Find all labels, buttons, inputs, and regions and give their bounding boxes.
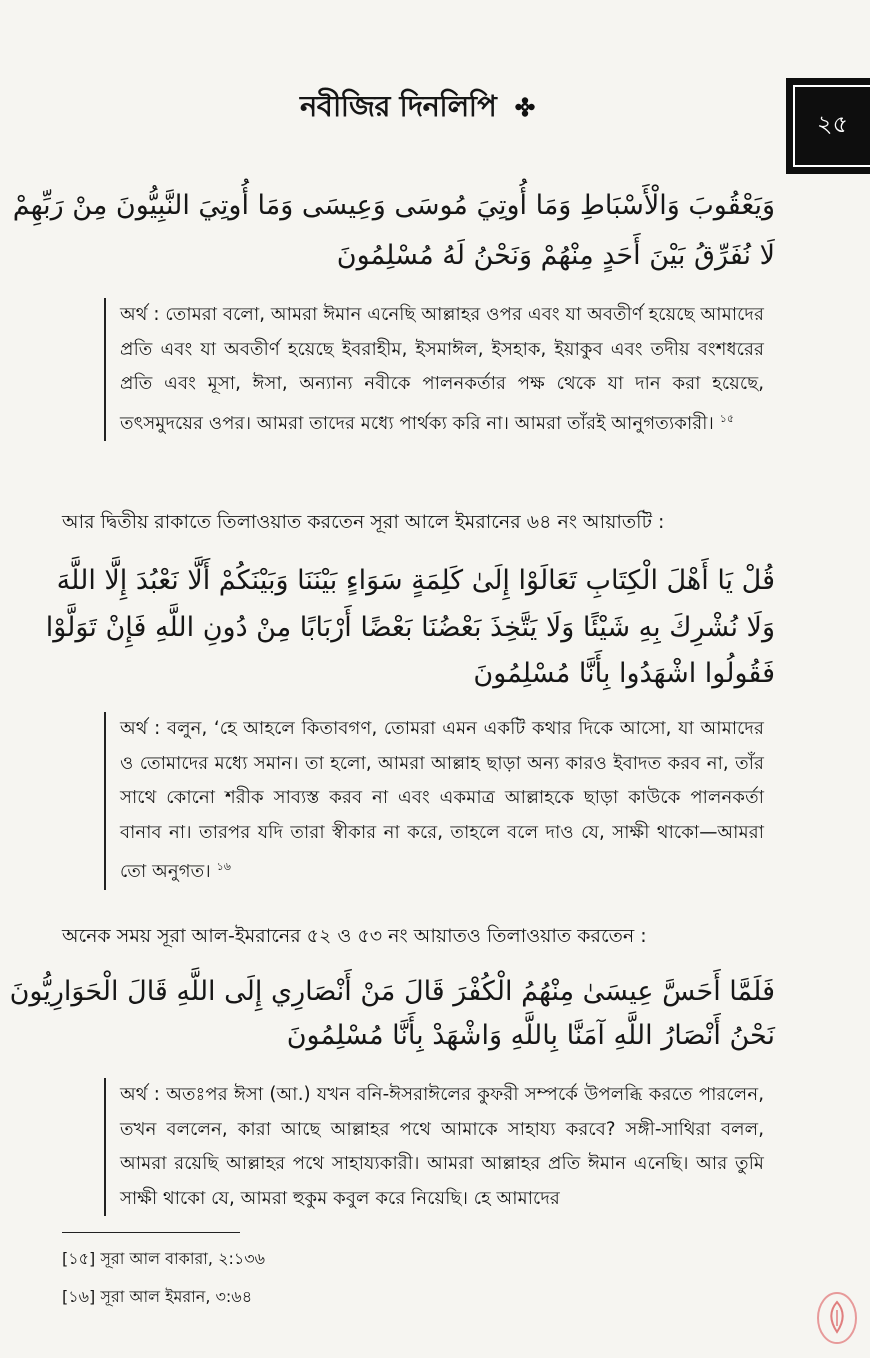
arabic-verse-line: قُلْ يَا أَهْلَ الْكِتَابِ تَعَالَوْا إِلَىٰ كَلِمَةٍ سَوَاءٍ بَيْنَنَا وَبَيْنَكُمْ أَلَّا نَعْبُدَ إِلَّا اللَّهَ: [56, 565, 775, 596]
translation-text: [120, 298, 764, 441]
footnote-text: সূরা আল ইমরান, ৩:৬৪: [100, 1287, 253, 1306]
running-header-title: নবীজির দিনলিপি: [300, 89, 497, 123]
arabic-verse-line: وَلَا نُشْرِكَ بِهِ شَيْئًا وَلَا يَتَّخِذَ بَعْضُنَا بَعْضًا أَرْبَابًا مِنْ دُونِ اللَّهِ فَإِنْ تَوَلَّوْا: [45, 612, 775, 643]
arabic-verse-line: فَلَمَّا أَحَسَّ عِيسَىٰ مِنْهُمُ الْكُفْرَ قَالَ مَنْ أَنْصَارِي إِلَى اللَّهِ قَالَ الْحَوَارِيُّونَ: [9, 976, 775, 1007]
translation-block: [104, 1078, 764, 1216]
translation-label: অর্থ :: [120, 1084, 160, 1105]
translation-body: তোমরা বলো, আমরা ঈমান এনেছি আল্লাহর ওপর এবং যা অবতীর্ণ হয়েছে আমাদের প্রতি এবং যা অবতীর্ণ হয়েছে ইবরাহীম, ইসমাঈল, ইসহাক, ইয়াকুব এবং তদীয় বংশধরের প্রতি এবং মূসা, ঈসা, অন্যান্য নবীকে পালনকর্তার পক্ষ থেকে যা দান করা হয়েছে, তৎসমুদয়ের ওপর। আমরা তাদের মধ্যে পার্থক্য করি না। আমরা তাঁরই আনুগত্যকারী।: [120, 304, 764, 434]
body-paragraph: অনেক সময় সূরা আল-ইমরানের ৫২ ও ৫৩ নং আয়াতও তিলাওয়াত করতেন :: [62, 925, 647, 947]
translation-label: অর্থ :: [120, 304, 160, 325]
footnote: [62, 1246, 265, 1273]
arabic-verse-line: وَيَعْقُوبَ وَالْأَسْبَاطِ وَمَا أُوتِيَ مُوسَى وَعِيسَى وَمَا أُوتِيَ النَّبِيُّونَ مِنْ رَبِّهِمْ: [12, 190, 775, 221]
footnote: [62, 1284, 252, 1311]
pen-nib-stamp-icon: [816, 1290, 858, 1346]
translation-label: অর্থ :: [120, 718, 161, 739]
translation-body: বলুন, ‘হে আহলে কিতাবগণ, তোমরা এমন একটি কথার দিকে আসো, যা আমাদের ও তোমাদের মধ্যে সমান। তা হলো, আমরা আল্লাহ ছাড়া অন্য কারও ইবাদত করব না, তাঁর সাথে কোনো শরীক সাব্যস্ত করব না এবং একমাত্র আল্লাহকে ছাড়া কাউকে পালনকর্তা বানাব না। তারপর যদি তারা স্বীকার না করে, তাহলে বলে দাও যে, সাক্ষী থাকো—আমরা তো অনুগত।: [120, 718, 764, 883]
translation-text: [120, 712, 764, 890]
translation-body: অতঃপর ঈসা (আ.) যখন বনি-ঈসরাঈলের কুফরী সম্পর্কে উপলব্ধি করতে পারলেন, তখন বললেন, কারা আছে আল্লাহর পথে আমাকে সাহায্য করবে? সঙ্গী-সাথিরা বলল, আমরা রয়েছি আল্লাহর পথে সাহায্যকারী। আমরা আল্লাহর প্রতি ঈমান এনেছি। আর তুমি সাক্ষী থাকো যে, আমরা হুকুম কবুল করে নিয়েছি। হে আমাদের: [120, 1084, 764, 1209]
arabic-verse-line: لَا نُفَرِّقُ بَيْنَ أَحَدٍ مِنْهُمْ وَنَحْنُ لَهُ مُسْلِمُونَ: [336, 240, 775, 271]
footnote-number: [১৬]: [62, 1287, 96, 1306]
arabic-verse-line: فَقُولُوا اشْهَدُوا بِأَنَّا مُسْلِمُونَ: [473, 658, 775, 689]
page-number: ২৫: [793, 85, 870, 167]
translation-block: [104, 712, 764, 890]
arabic-verse-line: نَحْنُ أَنْصَارُ اللَّهِ آمَنَّا بِاللَّهِ وَاشْهَدْ بِأَنَّا مُسْلِمُونَ: [286, 1020, 775, 1051]
footnote-ref: ১৫: [719, 411, 735, 425]
flower-ornament-icon: [514, 96, 536, 118]
body-paragraph: আর দ্বিতীয় রাকাতে তিলাওয়াত করতেন সূরা আলে ইমরানের ৬৪ নং আয়াতটি :: [62, 511, 665, 533]
footnote-divider: [62, 1232, 240, 1233]
footnote-text: সূরা আল বাকারা, ২:১৩৬: [100, 1249, 266, 1268]
translation-text: [120, 1078, 764, 1216]
footnote-number: [১৫]: [62, 1249, 96, 1268]
page-number-box: [786, 78, 870, 174]
translation-block: [104, 298, 764, 441]
footnote-ref: ১৬: [216, 860, 231, 873]
